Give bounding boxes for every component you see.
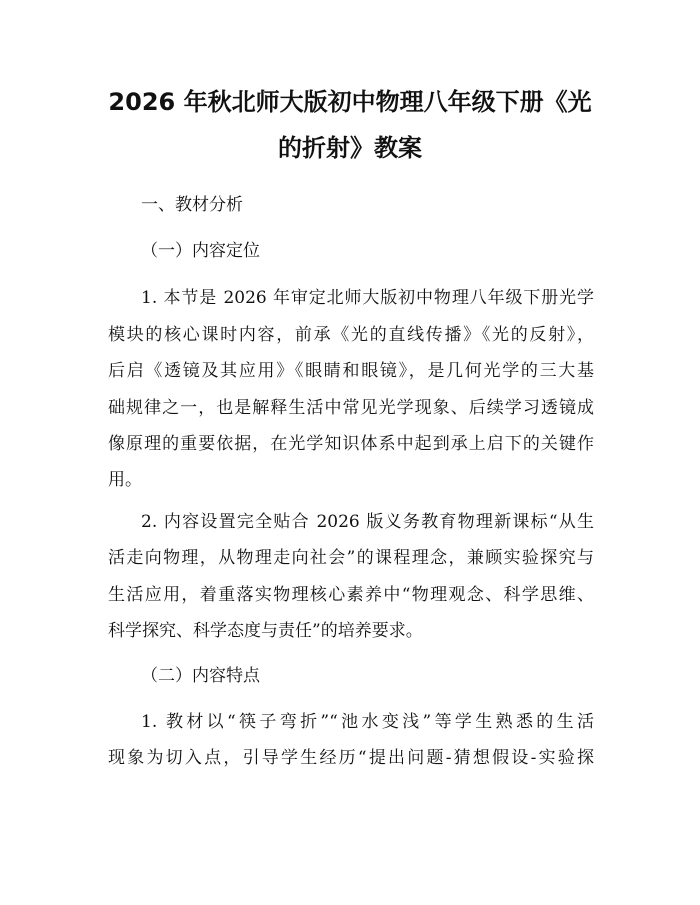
paragraph-1-line-6: 用。 [108, 470, 142, 490]
paragraph-2-line-1: 2. 内容设置完全贴合 2026 版义务教育物理新课标“从生 [141, 512, 594, 532]
document-title-line-2: 的折射》教案 [278, 134, 422, 162]
section-heading-teaching-material-analysis: 一、教材分析 [141, 195, 243, 215]
paragraph-1-line-5: 像原理的重要依据，在光学知识体系中起到承上启下的关键作 [108, 434, 594, 454]
paragraph-2-line-4: 科学探究、科学态度与责任”的培养要求。 [108, 621, 423, 641]
document-title-line-1: 2026 年秋北师大版初中物理八年级下册《光 [108, 88, 592, 116]
paragraph-3-line-2: 现象为切入点，引导学生经历“提出问题-猜想假设-实验探 [108, 748, 594, 768]
subsection-heading-content-positioning: （一）内容定位 [141, 241, 260, 261]
subsection-heading-content-features: （二）内容特点 [141, 666, 260, 686]
paragraph-1-line-3: 后启《透镜及其应用》《眼睛和眼镜》，是几何光学的三大基 [108, 361, 594, 381]
paragraph-2-line-3: 生活应用，着重落实物理核心素养中“物理观念、科学思维、 [108, 585, 594, 605]
paragraph-1-line-4: 础规律之一，也是解释生活中常见光学现象、后续学习透镜成 [108, 398, 594, 418]
paragraph-3-line-1: 1. 教材以“筷子弯折”“池水变浅”等学生熟悉的生活 [141, 712, 594, 732]
paragraph-1-line-2: 模块的核心课时内容，前承《光的直线传播》《光的反射》， [108, 325, 594, 345]
paragraph-1-line-1: 1. 本节是 2026 年审定北师大版初中物理八年级下册光学 [141, 288, 594, 308]
paragraph-2-line-2: 活走向物理，从物理走向社会”的课程理念，兼顾实验探究与 [108, 548, 594, 568]
